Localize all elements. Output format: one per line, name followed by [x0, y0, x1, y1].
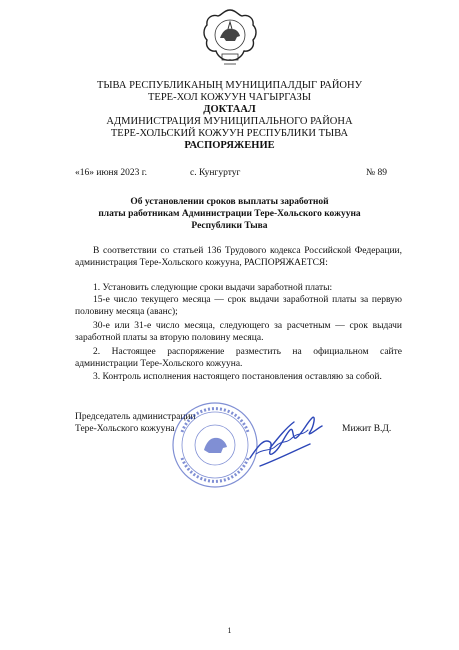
body-item-1a: 15-е число текущего месяца — срок выдачи заработной платы за первую половину месяца (аванс);: [75, 295, 402, 317]
coat-of-arms-emblem-icon: [202, 8, 258, 70]
header-line-tuvan-republic: ТЫВА РЕСПУБЛИКАНЫҢ МУНИЦИПАЛДЫГ РАЙОНУ: [96, 80, 363, 91]
document-number: № 89: [366, 168, 387, 178]
document-title-line-3: Республики Тыва: [191, 221, 268, 231]
document-date: «16» июня 2023 г.: [75, 168, 147, 178]
header-line-doktaal: ДОКТААЛ: [203, 104, 256, 115]
document-title-line-2: платы работникам Администрации Тере-Хольского кожууна: [98, 209, 361, 219]
body-intro-paragraph: В соответствии со статьей 136 Трудового кодекса Российской Федерации, администрация Тере-Хольского кожууна, РАСПОРЯЖАЕТСЯ:: [75, 246, 402, 268]
page-number: 1: [227, 626, 232, 635]
header-line-administration: АДМИНИСТРАЦИЯ МУНИЦИПАЛЬНОГО РАЙОНА: [106, 116, 353, 127]
handwritten-signature-icon: [240, 408, 330, 478]
document-title-line-1: Об установлении сроков выплаты заработной: [130, 197, 329, 207]
body-item-2: 2. Настоящее распоряжение разместить на официальном сайте администрации Тере-Хольского кожууна.: [75, 347, 402, 369]
body-item-3: 3. Контроль исполнения настоящего постановления оставляю за собой.: [93, 372, 382, 382]
document-place: с. Кунгуртуг: [190, 168, 241, 178]
signatory-name: Мижит В.Д.: [342, 424, 392, 434]
body-item-1: 1. Установить следующие сроки выдачи заработной платы:: [93, 283, 333, 293]
header-line-order-title: РАСПОРЯЖЕНИЕ: [184, 140, 275, 151]
header-line-tuvan-administration: ТЕРЕ-ХОЛ КОЖУУН ЧАГЫРГАЗЫ: [148, 92, 311, 103]
signatory-position-line-2: Тере-Хольского кожууна: [75, 424, 175, 434]
body-item-1b: 30-е или 31-е число месяца, следующего за расчетным — срок выдачи заработной платы за вторую половину месяца.: [75, 321, 402, 343]
signatory-position-line-1: Председатель администрации: [75, 412, 196, 422]
header-line-district: ТЕРЕ-ХОЛЬСКИЙ КОЖУУН РЕСПУБЛИКИ ТЫВА: [110, 128, 349, 139]
